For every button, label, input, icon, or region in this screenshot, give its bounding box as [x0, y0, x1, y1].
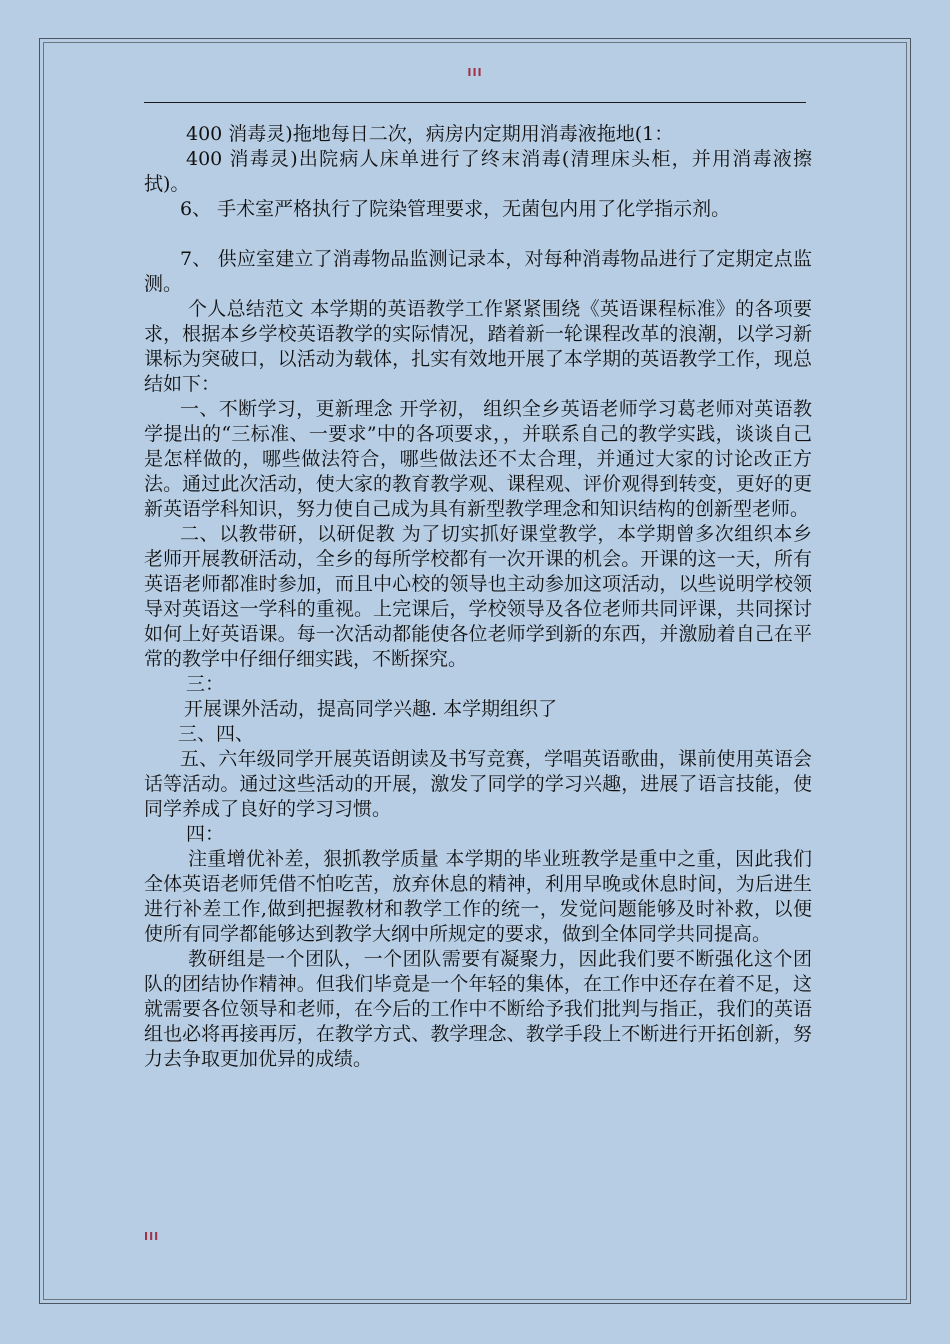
paragraph: 三： [186, 673, 225, 695]
paragraph: 400 消毒灵)拖地每日二次，病房内定期用消毒液拖地(1： [186, 123, 674, 145]
header-mark: III [467, 66, 483, 79]
paragraph: 二、以教带研，以研促教 为了切实抓好课堂教学，本学期曾多次组织本乡老师开展教研活动，全乡的每所学校都有一次开课的机会。开课的这一天，所有英语老师都准时参加，而且中心校的领导也主动参加这项活动，以些说明学校领导对英语这一学科的重视。上完课后，学校领导及各位老师共同评课，共同探讨如何上好英语课。每一次活动都能使各位老师学到新的东西，并激励着自己在平常的教学中仔细仔细实践，不断探究。 [144, 523, 812, 670]
paragraph-gap [144, 222, 812, 247]
paragraph: 7、 供应室建立了消毒物品监测记录本，对每种消毒物品进行了定期定点监测。 [144, 248, 812, 295]
paragraph: 400 消毒灵)出院病人床单进行了终末消毒(清理床头柜，并用消毒液擦拭)。 [144, 148, 812, 195]
header-rule [144, 102, 806, 103]
paragraph: 三、四、 [178, 723, 255, 745]
paragraph: 一、不断学习，更新理念 开学初， 组织全乡英语老师学习葛老师对英语教学提出的“三标准、一要求”中的各项要求，，并联系自己的教学实践，谈谈自己是怎样做的，哪些做法符合，哪些做法还不太合理，并通过大家的讨论改正方法。通过此次活动，使大家的教育教学观、课程观、评价观得到转变，更好的更新英语学科知识，努力使自己成为具有新型教学理念和知识结构的创新型老师。 [144, 398, 812, 520]
paragraph: 五、六年级同学开展英语朗读及书写竞赛，学唱英语歌曲，课前使用英语会话等活动。通过这些活动的开展，激发了同学的学习兴趣，进展了语言技能，使同学养成了良好的学习习惯。 [144, 748, 812, 820]
paragraph: 注重增优补差，狠抓教学质量 本学期的毕业班教学是重中之重，因此我们全体英语老师凭借不怕吃苦，放弃休息的精神，利用早晚或休息时间，为后进生进行补差工作,做到把握教材和教学工作的统一，发觉问题能够及时补救，以便使所有同学都能够达到教学大纲中所规定的要求，做到全体同学共同提高。 [144, 848, 812, 945]
footer-mark: III [144, 1230, 160, 1243]
document-body [144, 122, 812, 1072]
paragraph: 教研组是一个团队，一个团队需要有凝聚力，因此我们要不断强化这个团队的团结协作精神。但我们毕竟是一个年轻的集体，在工作中还存在着不足，这就需要各位领导和老师，在今后的工作中不断给予我们批判与指正，我们的英语组也必将再接再厉，在教学方式、教学理念、教学手段上不断进行开拓创新，努力去争取更加优异的成绩。 [144, 948, 812, 1070]
paragraph: 四： [186, 823, 225, 845]
paragraph: 6、 手术室严格执行了院染管理要求，无菌包内用了化学指示剂。 [180, 198, 731, 220]
paragraph: 个人总结范文 本学期的英语教学工作紧紧围绕《英语课程标准》的各项要求，根据本乡学校英语教学的实际情况，踏着新一轮课程改革的浪潮，以学习新课标为突破口，以活动为载体，扎实有效地开展了本学期的英语教学工作，现总结如下： [144, 298, 812, 395]
paragraph: 开展课外活动，提高同学兴趣. 本学期组织了 [184, 698, 558, 720]
